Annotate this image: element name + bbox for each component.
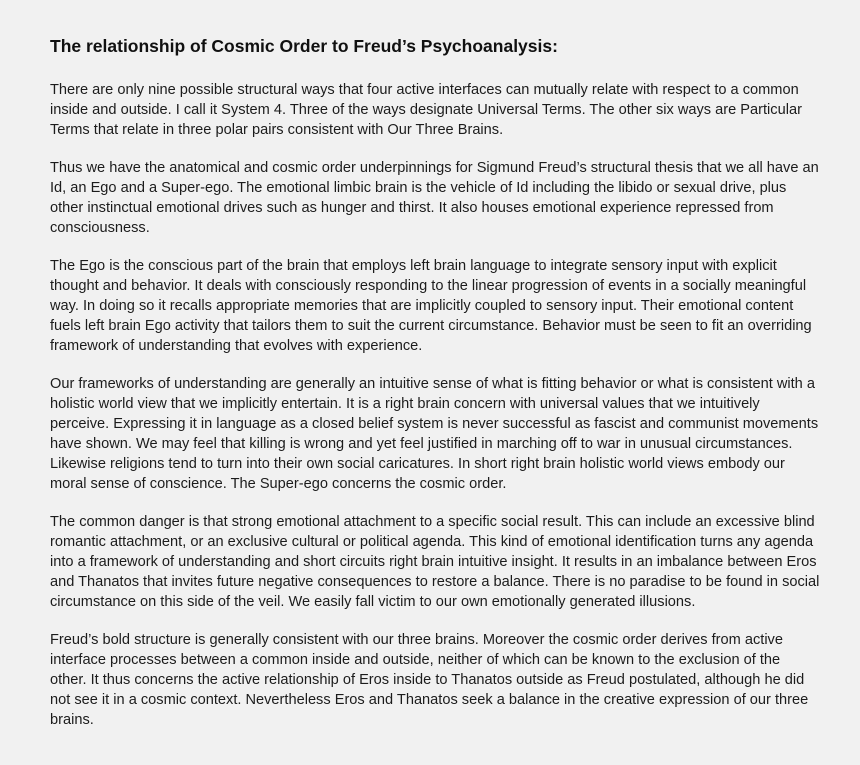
- paragraph-ego: The Ego is the conscious part of the brain that employs left brain language to integrate sensory input with explicit thought and behavior. It deals with consciously responding to the linear progression of events in a socially meaningful way. In doing so it recalls appropriate memories that are implicitly coupled to sensory input. Their emotional content fuels left brain Ego activity that tailors them to suit the current circumstance. Behavior must be seen to fit an overriding framework of understanding that evolves with experience.: [50, 258, 812, 354]
- paragraph-freud-structure: Freud’s bold structure is generally consistent with our three brains. Moreover the cosmic order derives from active interface processes between a common inside and outside, neither of which can be known to the exclusion of the other. It thus concerns the active relationship of Eros inside to Thanatos outside as Freud postulated, although he did not see it in a cosmic context. Nevertheless Eros and Thanatos seek a balance in the creative expression of our three brains.: [50, 632, 809, 728]
- paragraph-common-danger: The common danger is that strong emotional attachment to a specific social result. This can include an excessive blind romantic attachment, or an exclusive cultural or political agenda. This kind of emotional identification turns any agenda into a framework of understanding and short circuits right brain intuitive insight. It results in an imbalance between Eros and Thanatos that invites future negative consequences to restore a balance. There is no paradise to be found in social circumstance on this side of the veil. We easily fall victim to our own emotionally generated illusions.: [50, 514, 820, 610]
- paragraph-system-4: There are only nine possible structural ways that four active interfaces can mutually relate with respect to a common inside and outside. I call it System 4. Three of the ways designate Universal Terms. The other six ways are Particular Terms that relate in three polar pairs consistent with Our Three Brains.: [50, 82, 802, 138]
- paragraph-frameworks: Our frameworks of understanding are generally an intuitive sense of what is fitting behavior or what is consistent with a holistic world view that we implicitly entertain. It is a right brain concern with universal values that we intuitively perceive. Expressing it in language as a closed belief system is never successful as fascist and communist movements have shown. We may feel that killing is wrong and yet feel justified in marching off to war in unusual circumstances. Likewise religions tend to turn into their own social caricatures. In short right brain holistic world views embody our moral sense of conscience. The Super-ego concerns the cosmic order.: [50, 376, 819, 492]
- paragraph-id-ego-superego: Thus we have the anatomical and cosmic order underpinnings for Sigmund Freud’s structural thesis that we all have an Id, an Ego and a Super-ego. The emotional limbic brain is the vehicle of Id including the libido or sexual drive, plus other instinctual emotional drives such as hunger and thirst. It also houses emotional experience repressed from consciousness.: [50, 160, 819, 236]
- document-title: The relationship of Cosmic Order to Freud’s Psychoanalysis:: [50, 36, 558, 56]
